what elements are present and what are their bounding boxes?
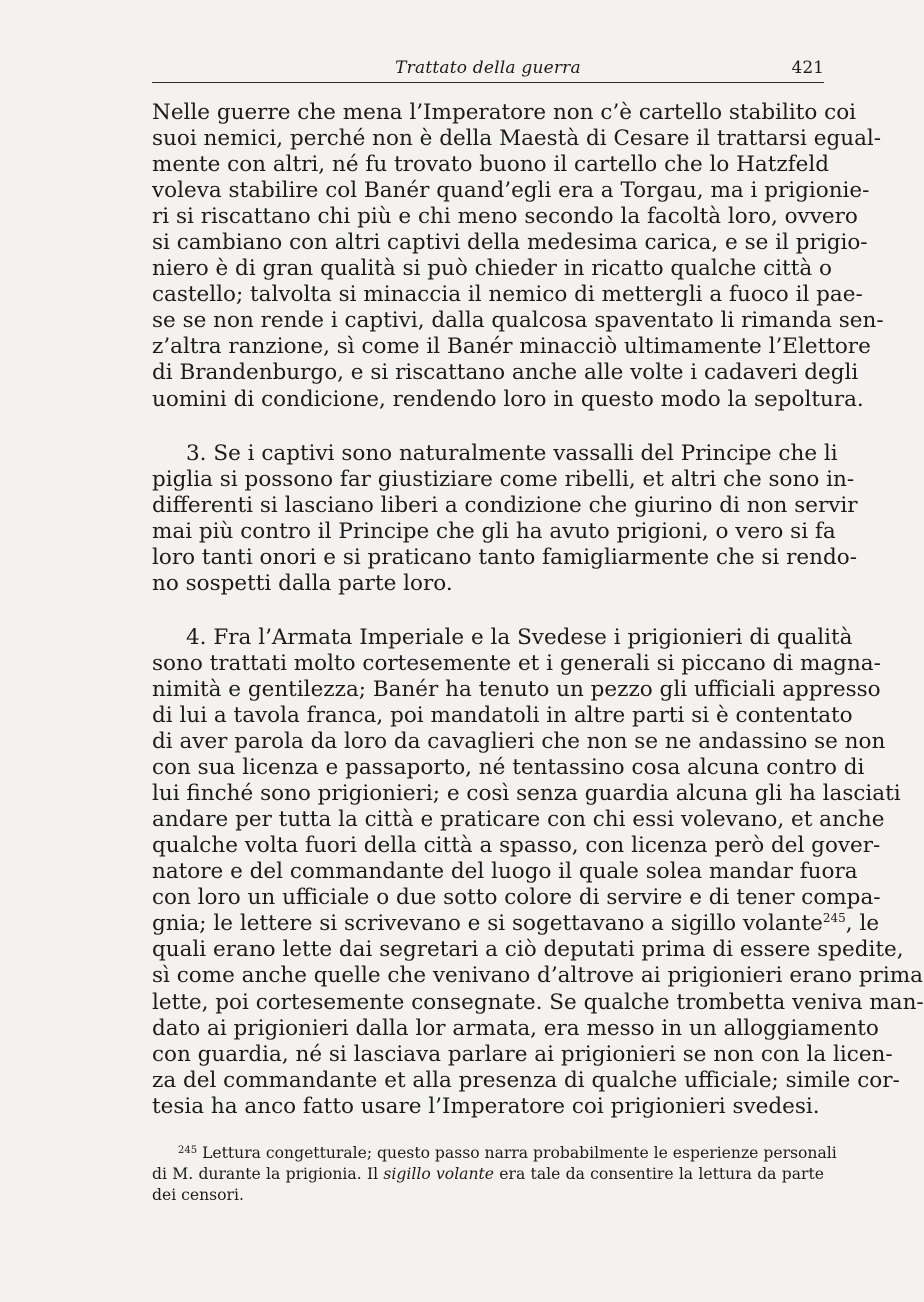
text-line: lui finché sono prigionieri; e così senza guardia alcuna gli ha lasciati <box>152 781 901 807</box>
text-line: tesia ha anco fatto usare l’Imperatore coi prigionieri svedesi. <box>152 1093 820 1119</box>
text-line: andare per tutta la città e praticare con chi essi volevano, et anche <box>152 807 885 833</box>
text-segment: di M. durante la prigionia. Il <box>152 1165 384 1183</box>
paragraph-3 <box>152 440 858 597</box>
footnote-line <box>152 1143 837 1164</box>
text-line: uomini di condicione, rendendo loro in questo modo la sepoltura. <box>152 386 864 412</box>
text-line: mai più contro il Principe che gli ha avuto prigioni, o vero si fa <box>152 518 836 544</box>
text-line: con loro un ufficiale o due sotto colore di servire e di tener compa- <box>152 885 881 911</box>
text-line: z’altra ranzione, sì come il Banér minacciò ultimamente l’Elettore <box>152 334 871 360</box>
text-line: lette, poi cortesemente consegnate. Se qualche trombetta veniva man- <box>152 989 924 1015</box>
text-line: si cambiano con altri captivi della medesima carica, e se il prigio- <box>152 230 868 256</box>
footnote-reference[interactable]: 245 <box>822 911 846 926</box>
footnote-number: 245 <box>178 1145 198 1156</box>
text-segment: gnia; le lettere si scrivevano e si sogettavano a sigillo volante <box>152 911 823 937</box>
paragraph-4 <box>152 624 924 1120</box>
body-text <box>152 100 924 1120</box>
text-line: castello; talvolta si minaccia il nemico di mettergli a fuoco il pae- <box>152 282 863 308</box>
text-line: sono trattati molto cortesemente et i generali si piccano di magna- <box>152 650 881 676</box>
footnote-line: dei censori. <box>152 1186 244 1204</box>
text-line: di Brandenburgo, e si riscattano anche alle volte i cadaveri degli <box>152 360 859 386</box>
text-segment: Lettura congetturale; questo passo narra probabilmente le esperienze personali <box>202 1144 837 1162</box>
text-line: mente con altri, né fu trovato buono il cartello che lo Hatzfeld <box>152 152 830 178</box>
text-line: con guardia, né si lasciava parlare ai prigionieri se non con la licen- <box>152 1041 893 1067</box>
text-line: dato ai prigionieri dalla lor armata, era messo in un alloggiamento <box>152 1015 879 1041</box>
footnote-245 <box>152 1143 837 1206</box>
text-segment: , le <box>845 911 880 937</box>
text-line: di aver parola da loro da cavaglieri che non se ne andassino se non <box>152 729 886 755</box>
text-line: piglia si possono far giustiziare come ribelli, et altri che sono in- <box>152 466 855 492</box>
text-line-with-note <box>152 911 880 937</box>
text-line: niero è di gran qualità si può chieder in ricatto qualche città o <box>152 256 832 282</box>
text-line: Nelle guerre che mena l’Imperatore non c’è cartello stabilito coi <box>152 100 857 125</box>
paragraph-1 <box>152 100 884 413</box>
text-segment: era tale da consentire la lettura da parte <box>494 1165 824 1183</box>
page-header <box>152 56 824 83</box>
text-line: differenti si lasciano liberi a condizione che giurino di non servir <box>152 492 858 518</box>
page-number: 421 <box>791 58 824 78</box>
text-line: sì come anche quelle che venivano d’altrove ai prigionieri erano prima <box>152 963 923 989</box>
footnote-line <box>152 1164 824 1185</box>
italic-term: sigillo volante <box>383 1165 495 1183</box>
text-line: qualche volta fuori della città a spasso, con licenza però del gover- <box>152 833 881 859</box>
text-line: se se non rende i captivi, dalla qualcosa spaventato li rimanda sen- <box>152 308 884 334</box>
running-title: Trattato della guerra <box>395 58 581 78</box>
text-line: con sua licenza e passaporto, né tentassino cosa alcuna contro di <box>152 755 865 781</box>
text-line: di lui a tavola franca, poi mandatoli in altre parti si è contentato <box>152 702 853 728</box>
text-line: natore e del commandante del luogo il quale solea mandar fuora <box>152 859 858 885</box>
text-line: ri si riscattano chi più e chi meno secondo la facoltà loro, ovvero <box>152 204 858 230</box>
text-line: no sospetti dalla parte loro. <box>152 570 453 596</box>
text-line: za del commandante et alla presenza di qualche ufficiale; simile cor- <box>152 1067 900 1093</box>
text-line: nimità e gentilezza; Banér ha tenuto un pezzo gli ufficiali appresso <box>152 676 881 702</box>
text-line: 3. Se i captivi sono naturalmente vassalli del Principe che li <box>186 440 838 466</box>
text-line: 4. Fra l’Armata Imperiale e la Svedese i prigionieri di qualità <box>186 624 853 650</box>
text-line: quali erano lette dai segretari a ciò deputati prima di essere spedite, <box>152 937 904 963</box>
text-line: loro tanti onori e si praticano tanto famigliarmente che si rendo- <box>152 544 857 570</box>
text-line: suoi nemici, perché non è della Maestà di Cesare il trattarsi egual- <box>152 126 882 152</box>
text-line: voleva stabilire col Banér quand’egli era a Torgau, ma i prigionie- <box>152 178 870 204</box>
